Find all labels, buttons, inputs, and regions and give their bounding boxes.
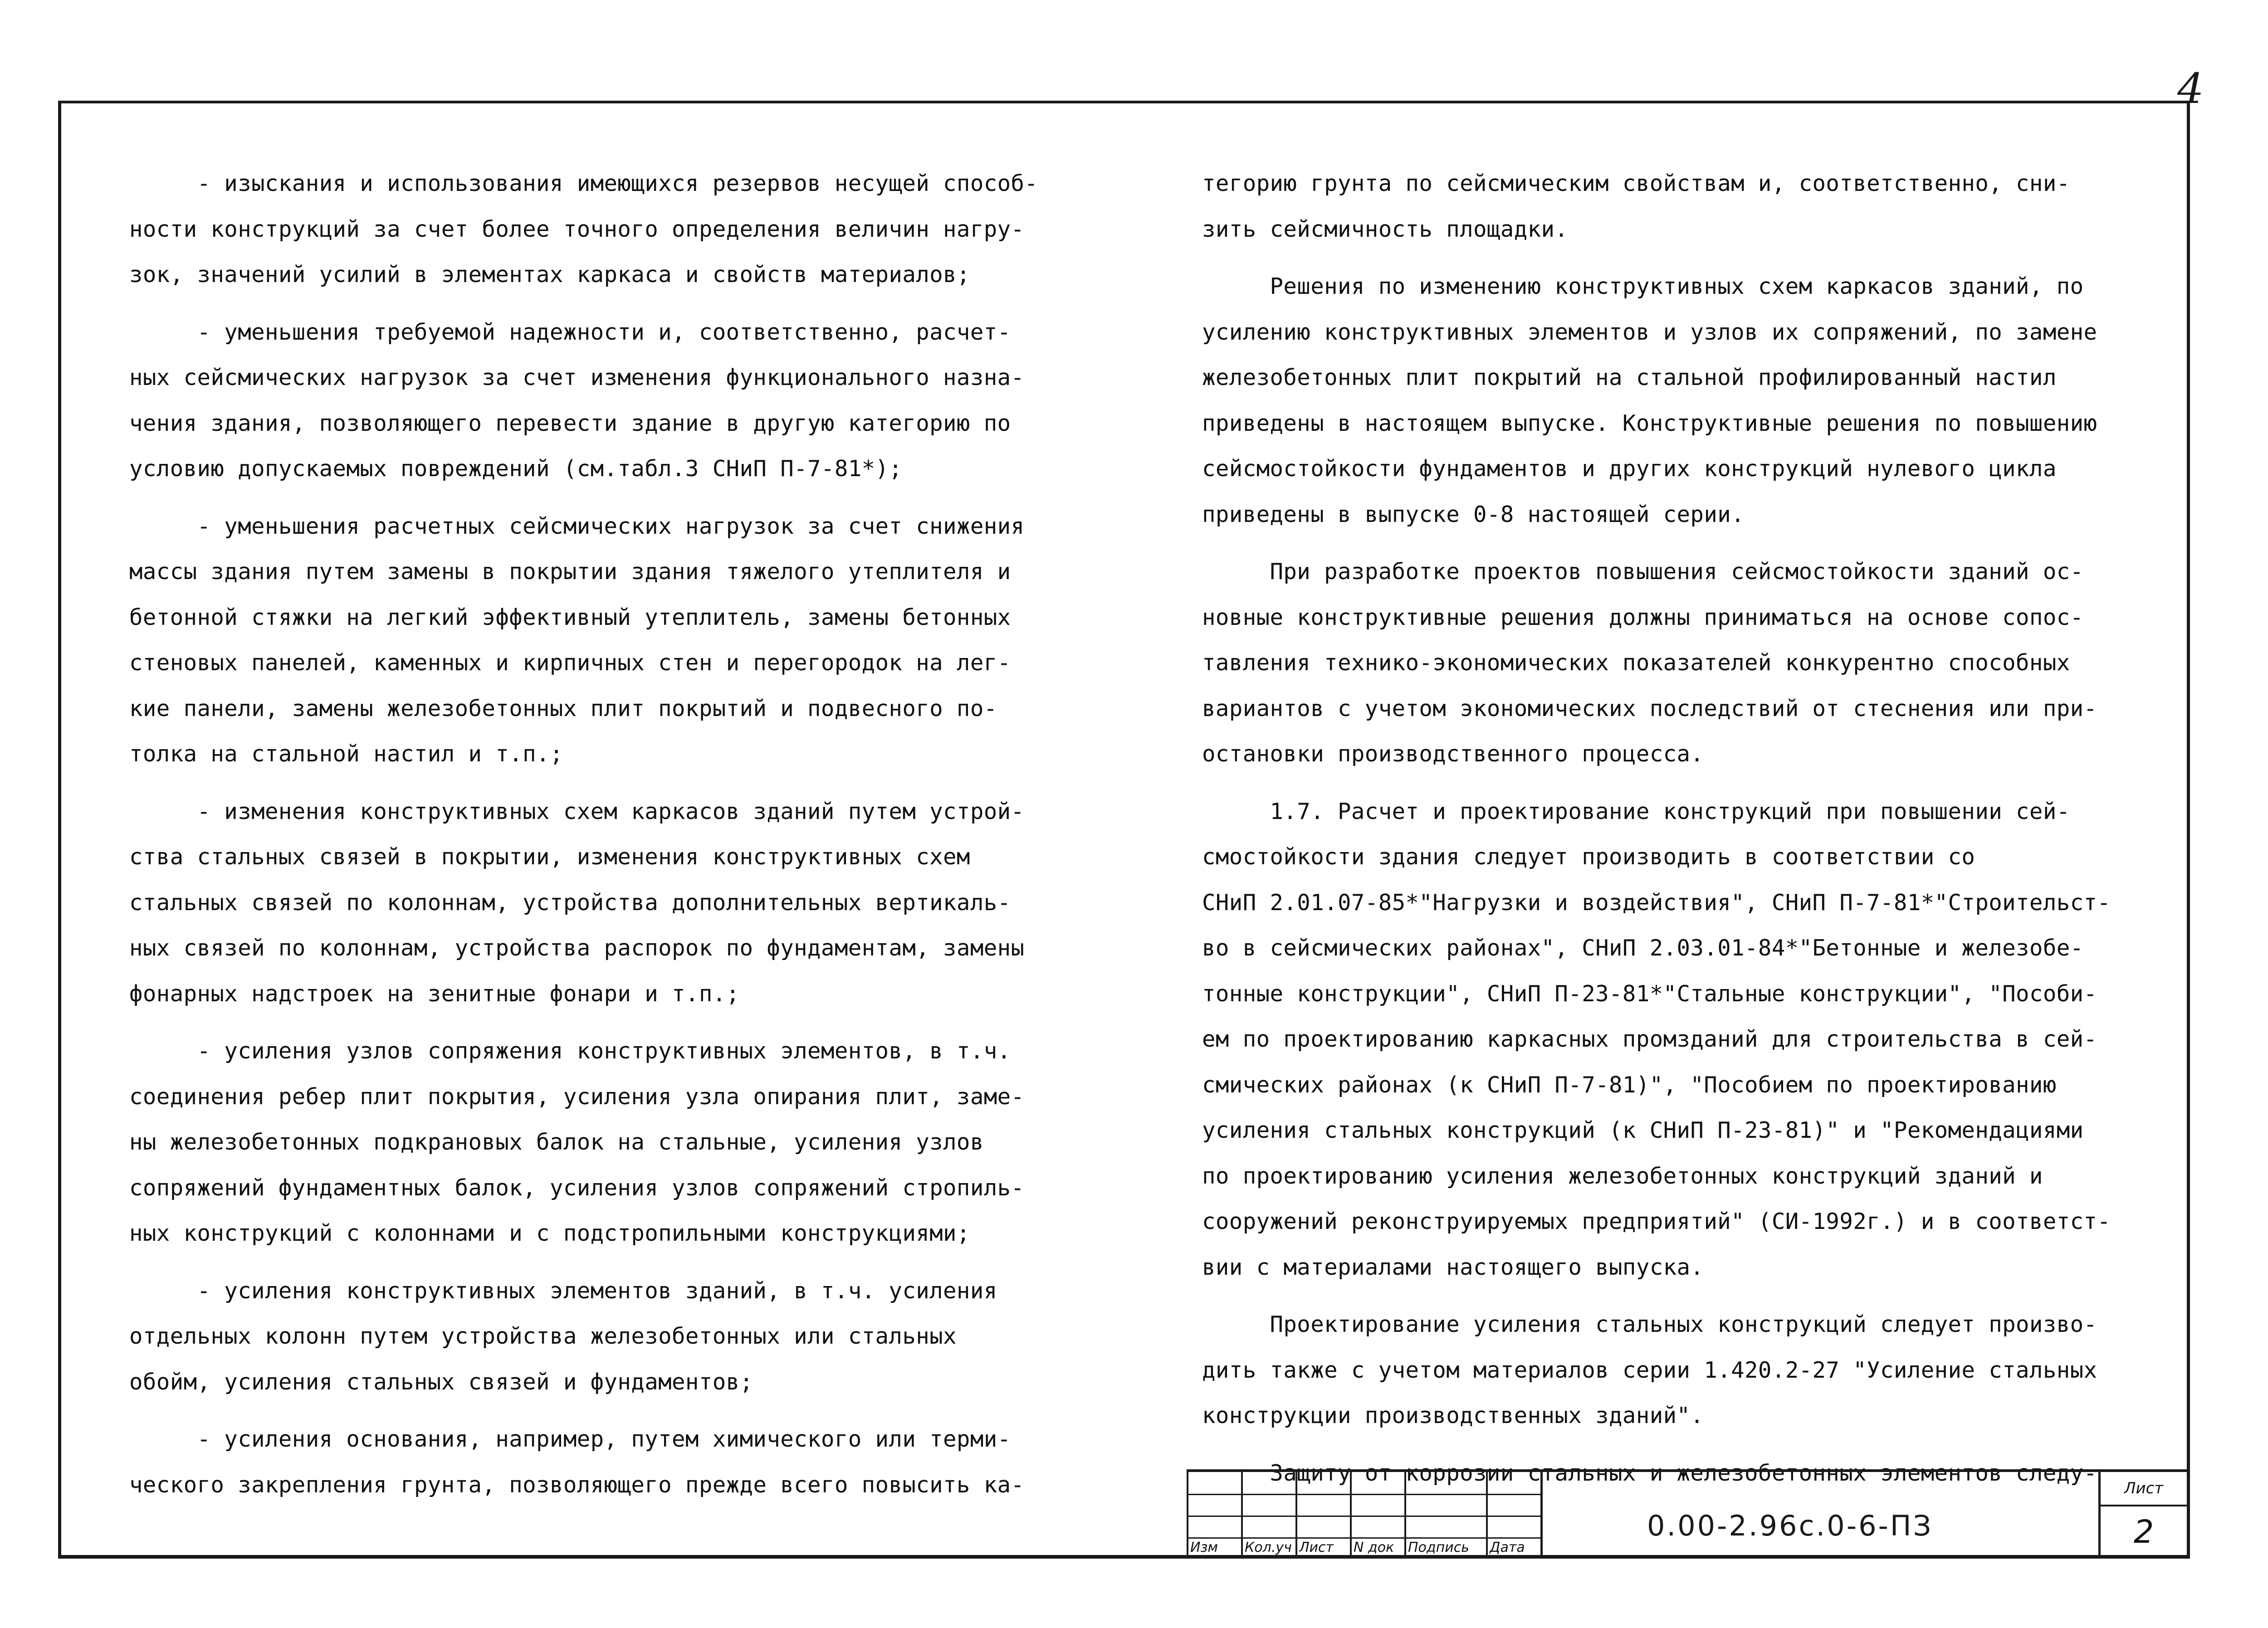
stamp-column-label: N док — [1354, 1540, 1394, 1555]
text-line: сопряжений фундаментных балок, усиления узлов сопряжений стропиль- — [129, 1175, 1025, 1201]
right-text-column — [1202, 161, 2111, 1496]
text-line: чения здания, позволяющего перевести здание в другую категорию по — [129, 410, 1011, 436]
stamp-column — [1486, 1472, 1540, 1559]
stamp-row-line — [1188, 1494, 1241, 1495]
text-line: условию допускаемых повреждений (см.табл.3 СНиП П-7-81*); — [129, 456, 903, 482]
text-line: бетонной стяжки на легкий эффективный утеплитель, замены бетонных — [129, 604, 1011, 630]
text-line: соединения ребер плит покрытия, усиления узла опирания плит, заме- — [129, 1083, 1025, 1110]
stamp-column — [1350, 1472, 1404, 1559]
text-line: смостойкости здания следует производить в соответствии со — [1202, 844, 1975, 870]
stamp-column — [1241, 1472, 1295, 1559]
stamp-row-line — [1243, 1516, 1295, 1517]
paragraph-gap — [129, 492, 1038, 504]
stamp-column-label: Дата — [1490, 1540, 1525, 1555]
text-line: ческого закрепления грунта, позволяющего прежде всего повысить ка- — [129, 1472, 1025, 1498]
stamp-row-line — [1297, 1516, 1350, 1517]
paragraph-gap — [129, 298, 1038, 310]
stamp-column-label: Изм — [1190, 1540, 1218, 1555]
sheet-number: 2 — [2133, 1513, 2154, 1550]
text-line: - усиления узлов сопряжения конструктивных элементов, в т.ч. — [129, 1038, 1011, 1064]
stamp-row-line — [1352, 1494, 1404, 1495]
paragraph-gap — [1202, 252, 2111, 264]
stamp-row-line — [1488, 1516, 1540, 1517]
stamp-column — [1187, 1472, 1241, 1559]
text-line: приведены в выпуске 0-8 настоящей серии. — [1202, 501, 1745, 527]
stamp-row-line — [1406, 1516, 1486, 1517]
paragraph-gap — [129, 1405, 1038, 1417]
text-line: массы здания путем замены в покрытии здания тяжелого утеплителя и — [129, 559, 1011, 585]
text-line: - изыскания и использования имеющихся резервов несущей способ- — [129, 171, 1038, 196]
text-line: ства стальных связей в покрытии, изменения конструктивных схем — [129, 844, 970, 870]
text-line: обойм, усиления стальных связей и фундаментов; — [129, 1369, 753, 1395]
text-line: сооружений реконструируемых предприятий" (СИ-1992г.) и в соответст- — [1202, 1209, 2111, 1234]
text-line: по проектированию усиления железобетонных конструкций зданий и — [1202, 1163, 2043, 1189]
stamp-column-label: Кол.уч — [1245, 1540, 1292, 1555]
text-line: Проектирование усиления стальных конструкций следует произво- — [1202, 1311, 2097, 1337]
text-line: тонные конструкции", СНиП П-23-81*"Стальные конструкции", "Пособи- — [1202, 980, 2097, 1007]
text-line: вариантов с учетом экономических последствий от стеснения или при- — [1202, 695, 2097, 721]
text-line: ных конструкций с колоннами и с подстропильными конструкциями; — [129, 1220, 970, 1246]
stamp-designation-cell — [1540, 1472, 2098, 1559]
text-line: дить также с учетом материалов серии 1.420.2-27 "Усиление стальных — [1202, 1357, 2097, 1383]
text-line: зок, значений усилий в элементах каркаса и свойств материалов; — [129, 262, 970, 288]
text-line: тавления технико-экономических показателей конкурентно способных — [1202, 650, 2070, 676]
paragraph-gap — [1202, 1290, 2111, 1302]
text-line: фонарных надстроек на зенитные фонари и т.п.; — [129, 980, 740, 1007]
stamp-row-line — [1243, 1494, 1295, 1495]
left-text-column — [129, 161, 1038, 1508]
stamp-column-label: Лист — [1299, 1540, 1334, 1555]
paragraph-gap — [129, 777, 1038, 789]
text-line: - усиления конструктивных элементов зданий, в т.ч. усиления — [129, 1277, 997, 1304]
text-line: - уменьшения требуемой надежности и, соответственно, расчет- — [129, 319, 1011, 345]
text-line: кие панели, замены железобетонных плит покрытий и подвесного по- — [129, 695, 997, 721]
paragraph-gap — [129, 1017, 1038, 1028]
stamp-row-line — [1352, 1516, 1404, 1517]
text-line: ных сейсмических нагрузок за счет изменения функционального назна- — [129, 365, 1025, 390]
text-line: приведены в настоящем выпуске. Конструктивные решения по повышению — [1202, 410, 2097, 436]
stamp-column — [1295, 1472, 1350, 1559]
text-line: - уменьшения расчетных сейсмических нагрузок за счет снижения — [129, 513, 1025, 539]
text-line: ны железобетонных подкрановых балок на стальные, усиления узлов — [129, 1129, 984, 1155]
text-line: ности конструкций за счет более точного определения величин нагру- — [129, 216, 1025, 242]
text-line: 1.7. Расчет и проектирование конструкций при повышении сей- — [1202, 798, 2070, 824]
text-line: тегорию грунта по сейсмическим свойствам и, соответственно, сни- — [1202, 171, 2070, 196]
text-line: отдельных колонн путем устройства железобетонных или стальных — [129, 1323, 957, 1349]
text-line: вии с материалами настоящего выпуска. — [1202, 1254, 1704, 1280]
stamp-column-label: Подпись — [1408, 1540, 1469, 1555]
text-line: железобетонных плит покрытий на стальной профилированный настил — [1202, 365, 2057, 390]
paragraph-gap — [1202, 537, 2111, 549]
text-line: Защиту от коррозии стальных и железобетонных элементов следу- — [1202, 1460, 2097, 1486]
text-line: сейсмостойкости фундаментов и других конструкций нулевого цикла — [1202, 456, 2057, 482]
text-line: зить сейсмичность площадки. — [1202, 216, 1569, 242]
text-line: - изменения конструктивных схем каркасов зданий путем устрой- — [129, 798, 1025, 824]
text-line: усилению конструктивных элементов и узлов их сопряжений, по замене — [1202, 319, 2097, 345]
paragraph-gap — [1202, 1439, 2111, 1451]
text-line: стеновых панелей, каменных и кирпичных стен и перегородок на лег- — [129, 650, 1011, 676]
sheet-label: Лист — [2101, 1472, 2187, 1506]
text-line: При разработке проектов повышения сейсмостойкости зданий ос- — [1202, 559, 2084, 585]
text-line: новные конструктивные решения должны приниматься на основе сопос- — [1202, 604, 2084, 630]
stamp-row-line — [1488, 1494, 1540, 1495]
text-line: толка на стальной настил и т.п.; — [129, 741, 563, 767]
stamp-column — [1404, 1472, 1486, 1559]
text-line: ем по проектированию каркасных промзданий для строительства в сей- — [1202, 1026, 2097, 1052]
text-line: Решения по изменению конструктивных схем каркасов зданий, по — [1202, 273, 2084, 299]
stamp-row-line — [1188, 1516, 1241, 1517]
text-line: СНиП 2.01.07-85*"Нагрузки и воздействия", СНиП П-7-81*"Строительст- — [1202, 889, 2111, 916]
stamp-sheet-cell — [2098, 1472, 2187, 1559]
text-line: - усиления основания, например, путем химического или терми- — [129, 1426, 1011, 1452]
title-block-stamp — [1187, 1469, 2190, 1559]
text-line: остановки производственного процесса. — [1202, 741, 1704, 767]
paragraph-gap — [129, 1257, 1038, 1268]
stamp-revision-grid — [1187, 1472, 1540, 1559]
text-line: конструкции производственных зданий". — [1202, 1403, 1704, 1428]
text-line: смических районах (к СНиП П-7-81)", "Пособием по проектированию — [1202, 1072, 2057, 1098]
text-line: во в сейсмических районах", СНиП 2.03.01-84*"Бетонные и железобе- — [1202, 935, 2084, 961]
page-corner-number: 4 — [2177, 64, 2204, 113]
document-designation: 0.00-2.96с.0-6-ПЗ — [1647, 1509, 1933, 1542]
text-line: стальных связей по колоннам, устройства дополнительных вертикаль- — [129, 889, 1011, 916]
stamp-row-line — [1297, 1494, 1350, 1495]
text-line: усиления стальных конструкций (к СНиП П-23-81)" и "Рекомендациями — [1202, 1117, 2084, 1143]
text-line: ных связей по колоннам, устройства распорок по фундаментам, замены — [129, 935, 1025, 961]
paragraph-gap — [1202, 777, 2111, 789]
stamp-row-line — [1406, 1494, 1486, 1495]
